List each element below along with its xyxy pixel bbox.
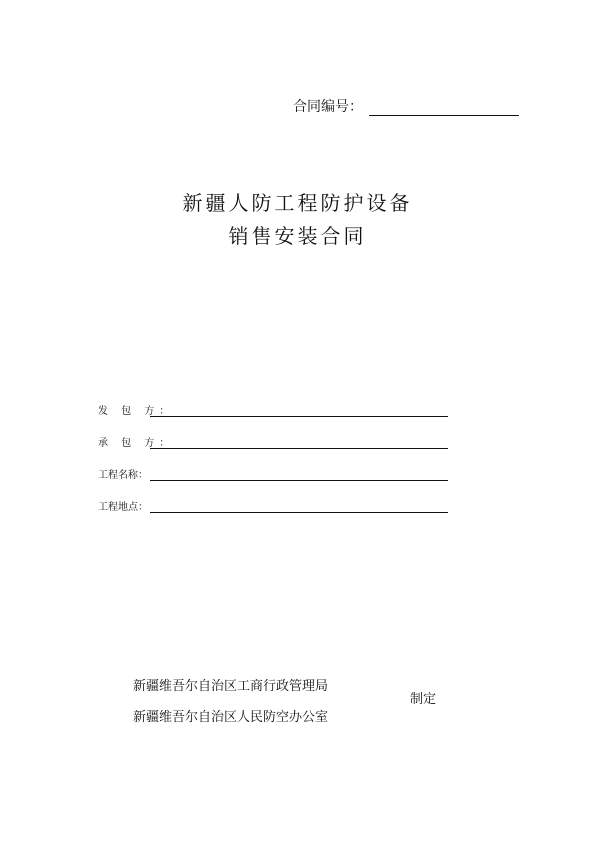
field-blank-line xyxy=(150,466,448,481)
field-blank-line xyxy=(150,402,448,417)
field-issuer-party xyxy=(98,388,448,420)
party-info-fields xyxy=(98,388,448,516)
issuer-authority-1: 新疆维吾尔自治区工商行政管理局 xyxy=(133,679,329,694)
issuer-authority-2: 新疆维吾尔自治区人民防空办公室 xyxy=(133,710,329,725)
contract-number-blank xyxy=(369,99,519,116)
field-project-location xyxy=(98,484,448,516)
field-label: 承 包 方： xyxy=(98,438,175,449)
field-label: 发 包 方： xyxy=(98,406,175,417)
field-project-name xyxy=(98,452,448,484)
field-label: 工程地点： xyxy=(98,502,148,513)
document-title-line-2: 销售安装合同 xyxy=(228,224,367,248)
field-blank-line xyxy=(150,434,448,449)
contract-number xyxy=(293,96,519,116)
issued-label: 制定 xyxy=(410,692,437,707)
document-title-line-1: 新疆人防工程防护设备 xyxy=(182,191,413,215)
field-blank-line xyxy=(150,498,448,513)
field-label: 工程名称： xyxy=(98,470,148,481)
field-contractor-party xyxy=(98,420,448,452)
contract-number-label: 合同编号： xyxy=(293,99,363,115)
